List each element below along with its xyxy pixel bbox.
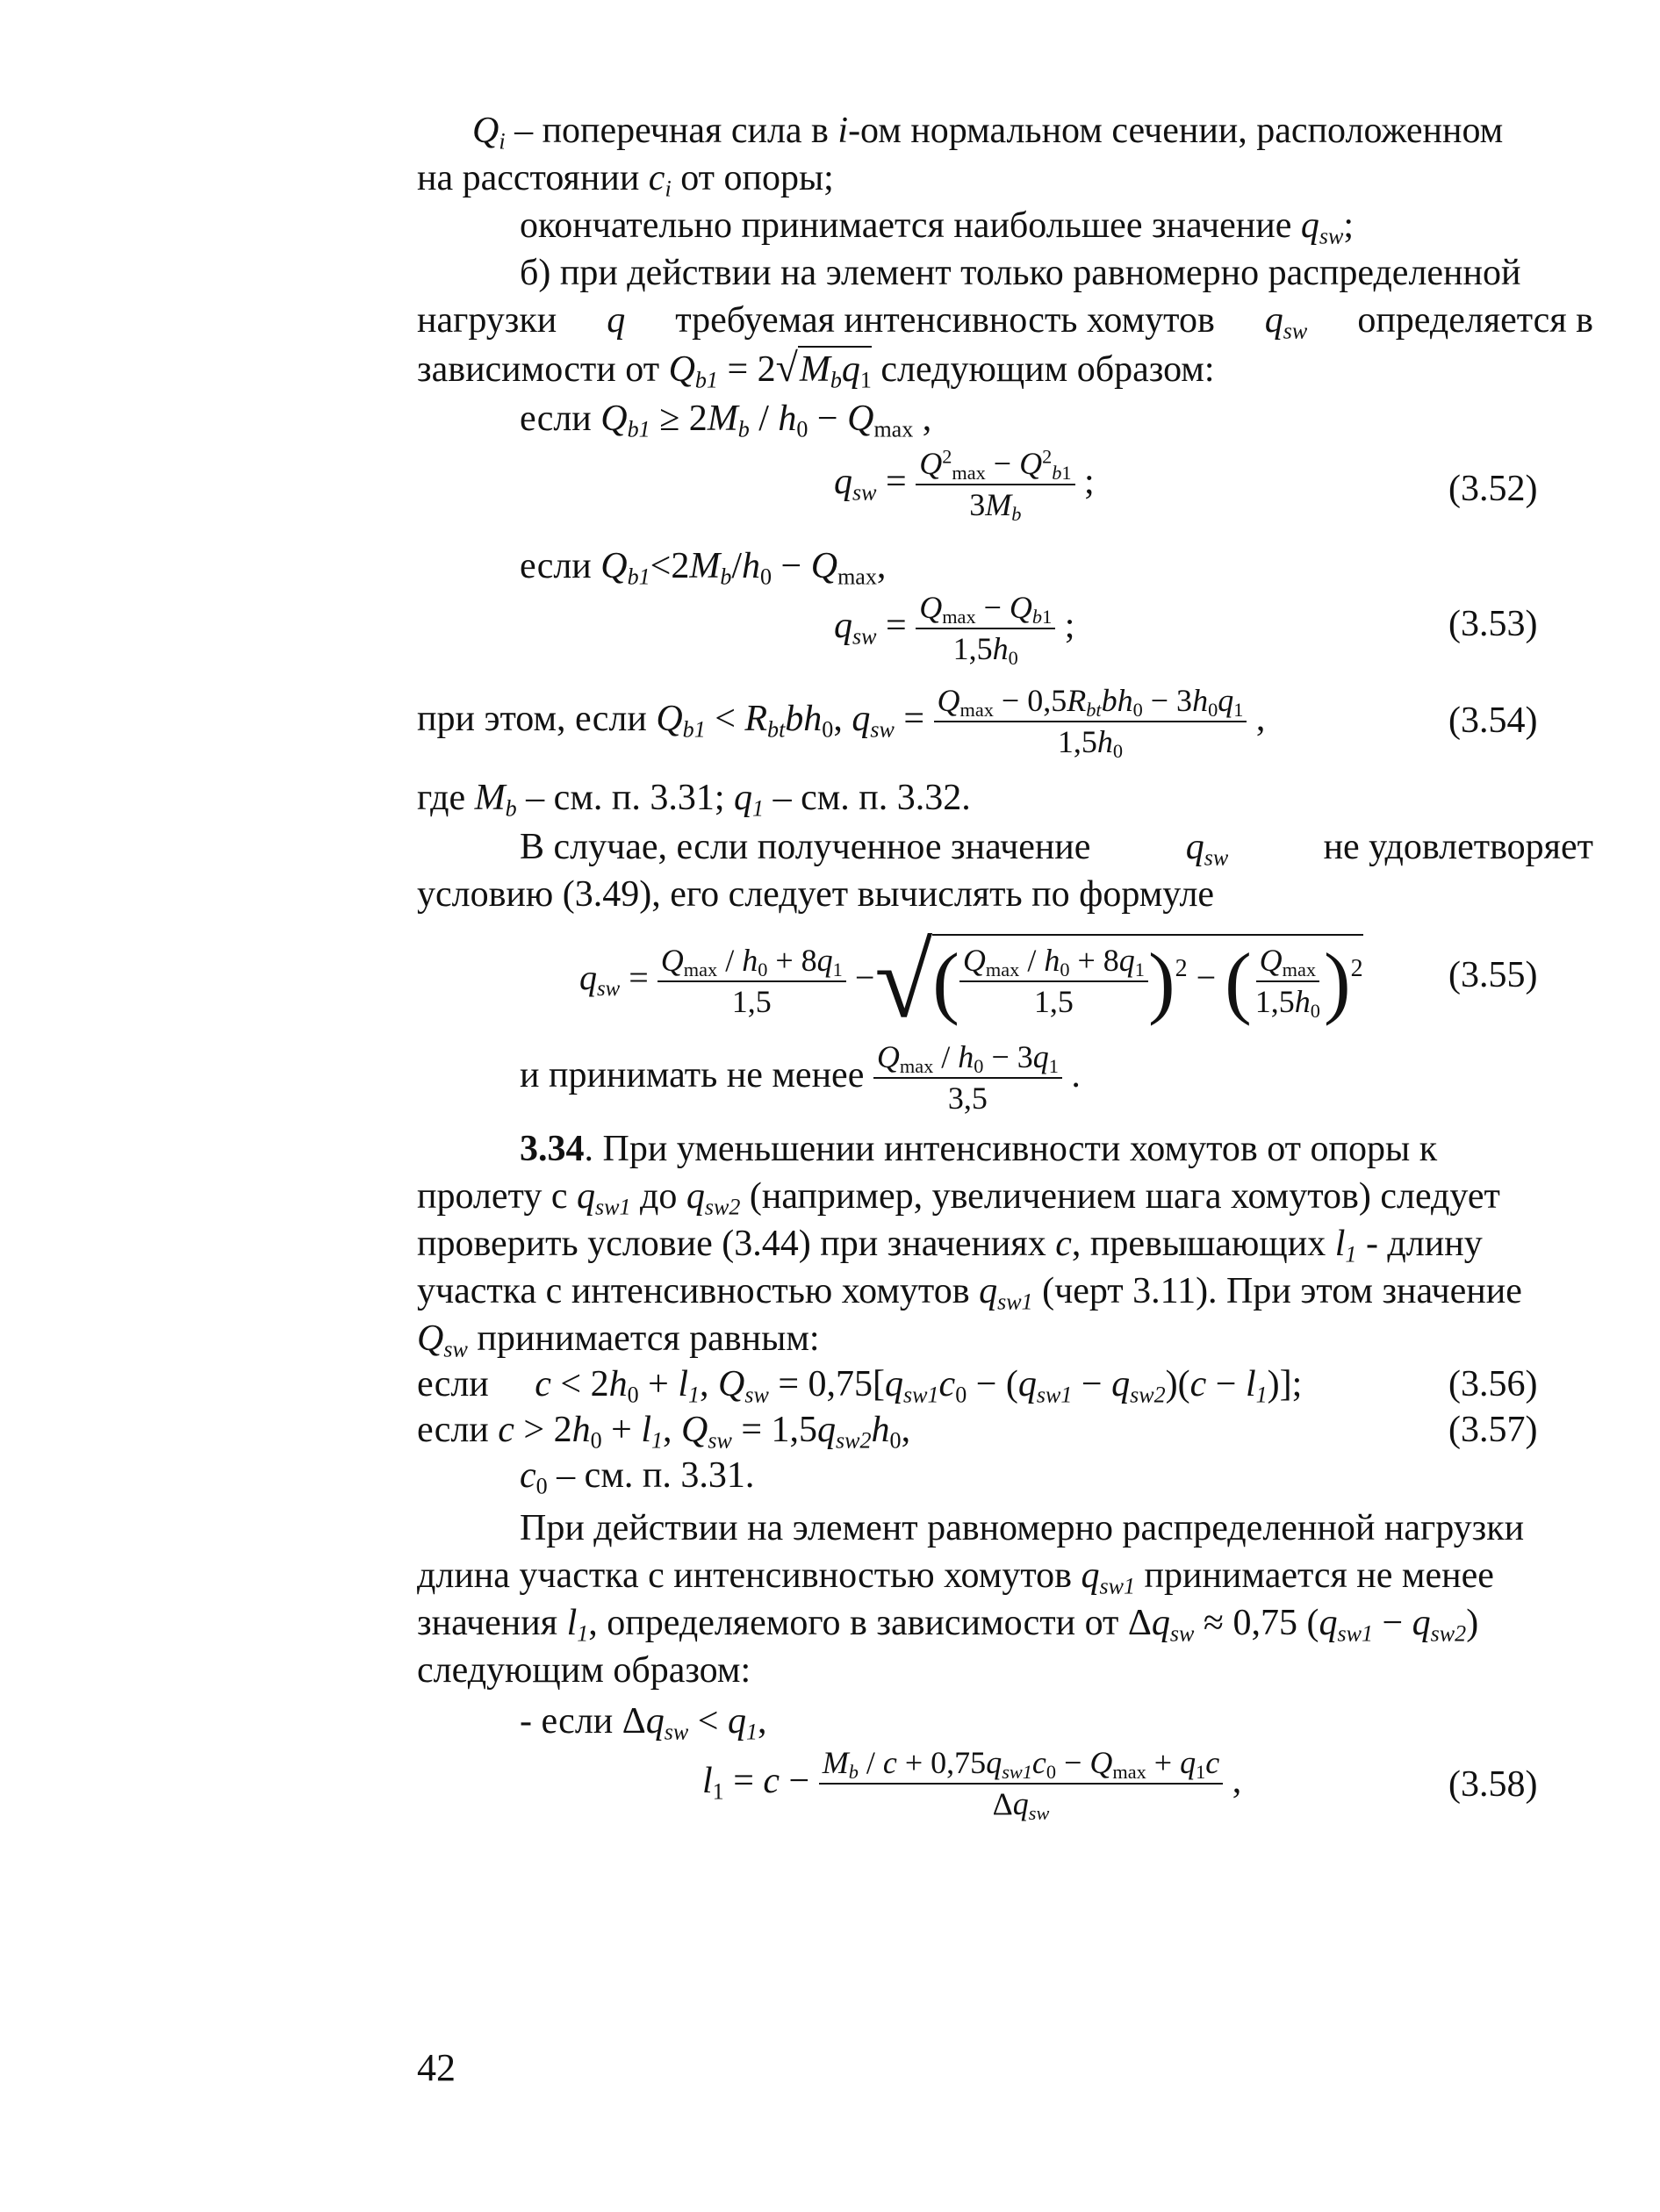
text-fragment: зависимости от bbox=[417, 349, 660, 390]
equation-3-57: если $c > 2h_0 + l_1$, $Q_{sw} = 1,5q_{sw2}h_0$, bbox=[417, 1410, 911, 1454]
equation-number: (3.54) bbox=[1448, 700, 1538, 741]
text-line: длина участка с интенсивностью хомутов $q_{sw1}$ принимается не менее bbox=[417, 1555, 1494, 1599]
text-fragment: определяется в bbox=[1357, 300, 1593, 341]
text-fragment: -ом нормальном сечении, расположенном bbox=[848, 111, 1504, 151]
text-fragment: – см. п. 3.31. bbox=[557, 1455, 755, 1496]
section-number: 3.34 bbox=[520, 1129, 585, 1169]
text-fragment: принимается равным: bbox=[477, 1318, 820, 1359]
text-line: - если $\Delta q_{sw} < q_1$, bbox=[520, 1701, 767, 1745]
equation-3-56: если $c < 2h_0 + l_1$, $Q_{sw} = 0,75[q_{sw1}c_0 - (q_{sw1} - q_{sw2})(c - l_1)]$; bbox=[417, 1364, 1303, 1408]
text-fragment: следующим образом: bbox=[880, 349, 1215, 390]
equation-number: (3.55) bbox=[1448, 955, 1538, 995]
text-fragment: при этом, если bbox=[417, 699, 647, 740]
text-fragment: – см. п. 3.31; bbox=[526, 778, 725, 818]
text-fragment: ≈ 0,75 ( bbox=[1203, 1603, 1319, 1643]
text-line: $c_0$ – см. п. 3.31. bbox=[520, 1455, 755, 1499]
text-line: $Q_{sw}$ принимается равным: bbox=[417, 1318, 820, 1362]
equation-3-52: $q_{sw}$ = $Q^2_{max} - Q^2_{b1}$ $3M_b$ ; bbox=[834, 445, 1095, 526]
text-fragment: , превышающих bbox=[1071, 1224, 1326, 1264]
text-line bbox=[520, 1506, 1524, 1550]
text-fragment: принимается не менее bbox=[1144, 1555, 1494, 1596]
text-fragment: – см. п. 3.32. bbox=[773, 778, 971, 818]
text-fragment: , определяемого в зависимости от Δ bbox=[588, 1603, 1152, 1643]
text-fragment: если bbox=[520, 546, 592, 586]
equation-number: (3.52) bbox=[1448, 469, 1538, 509]
text-fragment: если bbox=[520, 399, 592, 439]
text-line bbox=[417, 873, 1214, 916]
text-fragment: В случае, если полученное значение bbox=[520, 827, 1091, 867]
text-fragment: следующим образом: bbox=[417, 1650, 751, 1691]
page-number: 42 bbox=[417, 2046, 456, 2089]
equation-3-53: $q_{sw}$ = $Q_{max} - Q_{b1}$ $1,5h_0$ ; bbox=[834, 590, 1075, 670]
text-fragment: - если Δ bbox=[520, 1701, 646, 1742]
text-fragment: б) при действии на элемент только равномерно распределенной bbox=[520, 253, 1521, 293]
text-fragment: длина участка с интенсивностью хомутов bbox=[417, 1555, 1072, 1596]
text-line: если $Q_{b1} \ge 2M_b / h_0 - Q_{max}$ , bbox=[520, 399, 932, 442]
text-line: проверить условие (3.44) при значениях c, превышающих $l_1$ - длину bbox=[417, 1224, 1483, 1268]
text-line: зависимости от $Q_{b1} = 2√M_bq_1$ следующим образом: bbox=[417, 345, 1215, 393]
text-line bbox=[520, 1127, 1593, 1171]
text-line: значения $l_1$, определяемого в зависимости от $\Delta q_{sw} \approx 0,75$ $(q_{sw1} - q_{sw2})$ bbox=[417, 1603, 1479, 1647]
equation-3-55: $q_{sw}$ = $Q_{max} / h_0 + 8q_1$ 1,5 −√( $Q_{max} / h_0 + 8q_1$ 1,5 )$^2$ − ( $Q_{max}$ $1,5h_0$ )$^2$ bbox=[579, 923, 1363, 1039]
text-fragment: пролету с bbox=[417, 1176, 568, 1217]
text-fragment: . При уменьшении интенсивности хомутов от опоры к bbox=[584, 1129, 1438, 1169]
text-fragment: на расстоянии bbox=[417, 158, 640, 198]
text-fragment: требуемая интенсивность хомутов bbox=[675, 300, 1215, 341]
equation-number: (3.53) bbox=[1448, 604, 1538, 644]
text-line bbox=[520, 251, 1520, 295]
text-fragment: значения bbox=[417, 1603, 558, 1643]
text-line: окончательно принимается наибольшее значение $q_{sw}$; bbox=[520, 205, 1355, 249]
text-fragment: проверить условие (3.44) при значениях bbox=[417, 1224, 1046, 1264]
equation-number: (3.56) bbox=[1448, 1364, 1538, 1404]
text-fragment: до bbox=[639, 1176, 678, 1217]
text-fragment: – поперечная сила в bbox=[514, 111, 829, 151]
text-fragment: участка с интенсивностью хомутов bbox=[417, 1271, 970, 1311]
text-fragment: (черт 3.11). При этом значение bbox=[1042, 1271, 1522, 1311]
text-fragment: - длину bbox=[1365, 1224, 1483, 1264]
text-fragment: от опоры; bbox=[680, 158, 834, 198]
text-fragment: При действии на элемент равномерно распределенной нагрузки bbox=[520, 1508, 1525, 1548]
text-line: где $M_b$ – см. п. 3.31; $q_1$ – см. п. 3.32. bbox=[417, 778, 971, 822]
text-fragment: если bbox=[417, 1410, 489, 1450]
text-line: на расстоянии $c_i$ от опоры; bbox=[417, 158, 834, 202]
text-line: участка с интенсивностью хомутов $q_{sw1}$ (черт 3.11). При этом значение bbox=[417, 1271, 1522, 1315]
text-line: если $Q_{b1}<2M_b/h_0 - Q_{max}$, bbox=[520, 546, 887, 590]
text-line: и принимать не менее $Q_{max} / h_0 - 3q_1$ 3,5 . bbox=[520, 1039, 1081, 1117]
text-fragment: где bbox=[417, 778, 466, 818]
equation-3-58: $l_1 = c$ − $M_b / c + 0,75q_{sw1}c_0 - Q_{max} + q_1c$ $\Delta q_{sw}$ , bbox=[702, 1745, 1242, 1825]
text-line: нагрузки q требуемая интенсивность хомутов $q_{sw}$ определяется в bbox=[417, 300, 1593, 344]
text-fragment: если bbox=[417, 1364, 489, 1404]
text-line: $Q_i$ – поперечная сила в i-ом нормальном сечении, расположенном bbox=[472, 111, 1504, 154]
text-fragment: окончательно принимается наибольшее значение bbox=[520, 205, 1292, 246]
text-line bbox=[417, 1648, 751, 1692]
text-fragment: условию (3.49), его следует вычислять по формуле bbox=[417, 874, 1215, 915]
text-fragment: нагрузки bbox=[417, 300, 557, 341]
text-fragment: не удовлетворяет bbox=[1323, 827, 1593, 867]
equation-number: (3.57) bbox=[1448, 1410, 1538, 1450]
equation-number: (3.58) bbox=[1448, 1764, 1538, 1805]
text-fragment: (например, увеличением шага хомутов) следует bbox=[749, 1176, 1500, 1217]
equation-3-54: при этом, если $Q_{b1} < R_{bt}bh_0$, $q_{sw}$ = $Q_{max} - 0,5R_{bt}bh_0 - 3h_0q_1$ $1,5h_0$ , bbox=[417, 683, 1266, 763]
text-line: пролету с $q_{sw1}$ до $q_{sw2}$ (например, увеличением шага хомутов) следует bbox=[417, 1176, 1500, 1220]
text-line: В случае, если полученное значение $q_{sw}$ не удовлетворяет bbox=[520, 827, 1593, 871]
text-fragment: и принимать не менее bbox=[520, 1055, 865, 1096]
